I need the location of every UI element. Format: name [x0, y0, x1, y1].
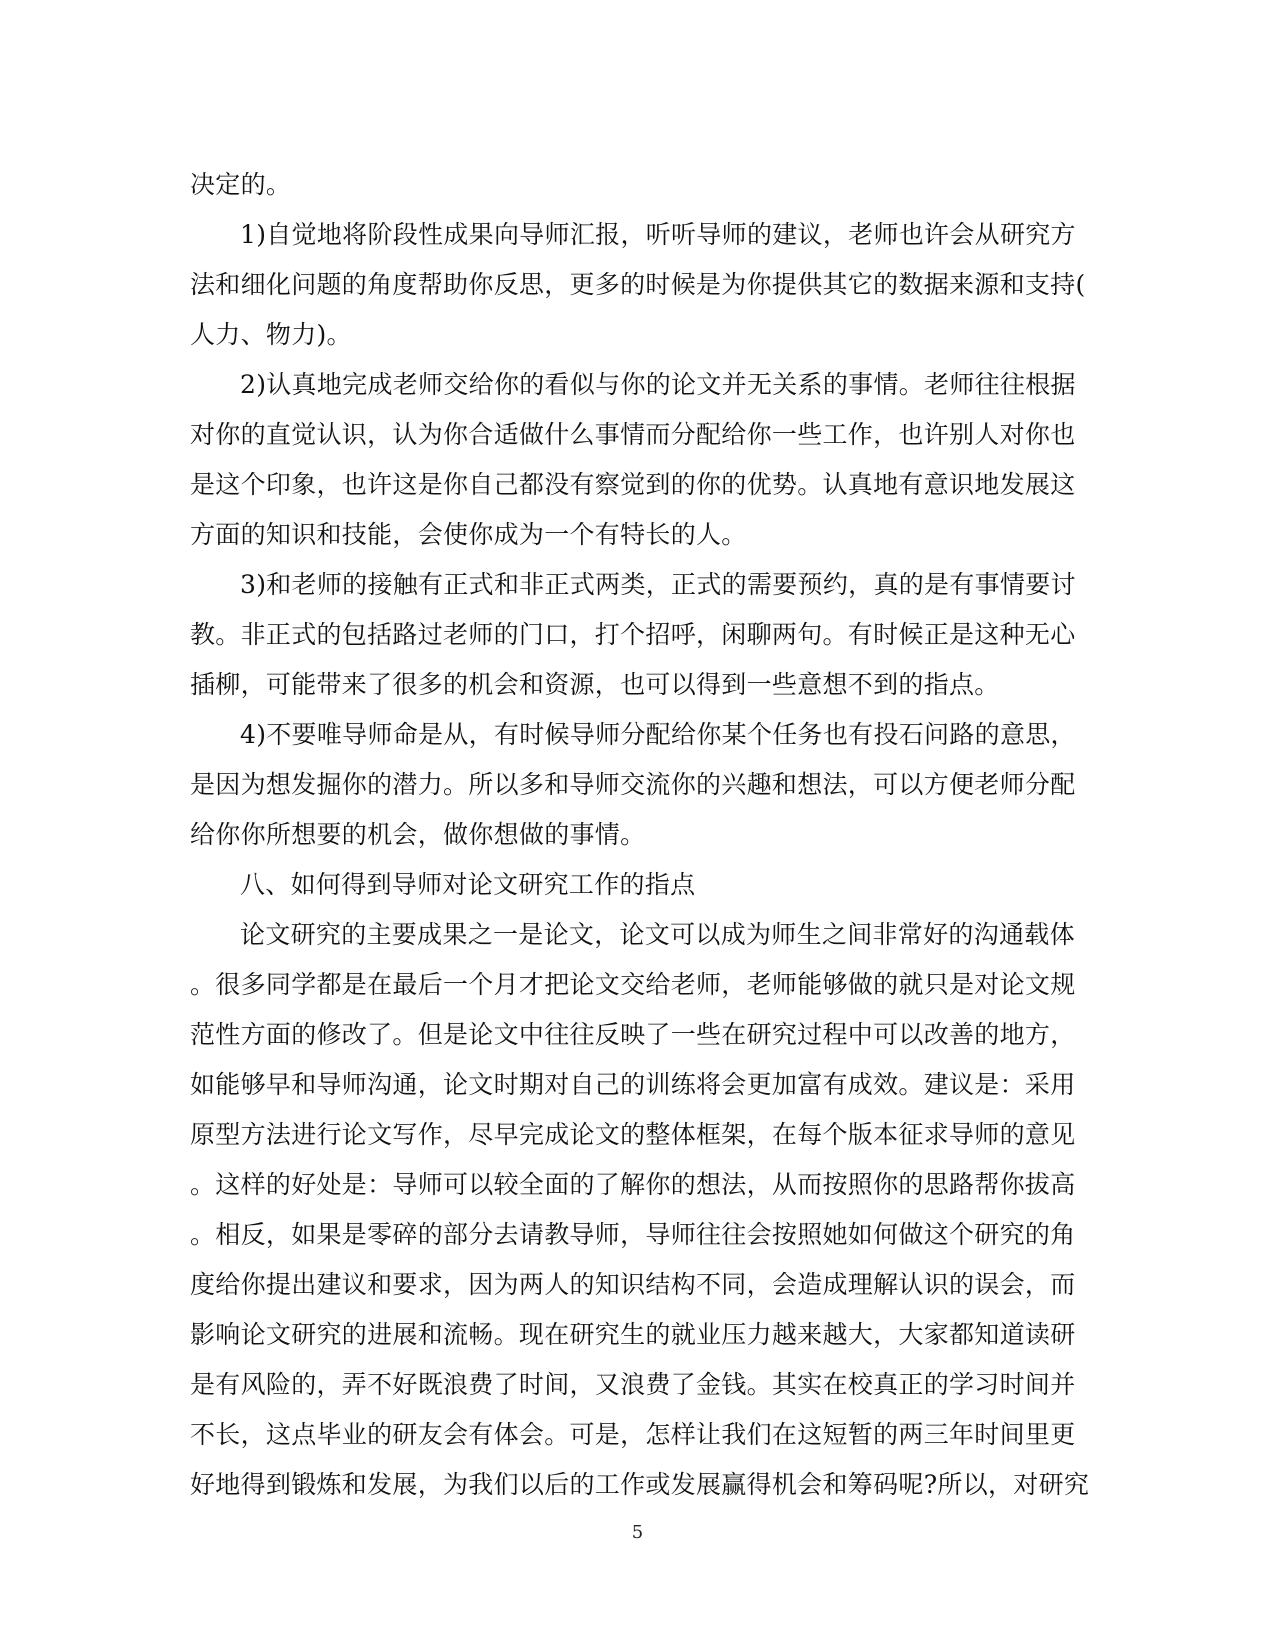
- text-line: 法和细化问题的角度帮助你反思，更多的时候是为你提供其它的数据来源和支持(: [190, 270, 1086, 299]
- text-line: 是因为想发掘你的潜力。所以多和导师交流你的兴趣和想法，可以方便老师分配: [190, 770, 1076, 799]
- text-line: 度给你提出建议和要求，因为两人的知识结构不同，会造成理解认识的误会，而: [190, 1270, 1076, 1299]
- text-line: 是有风险的，弄不好既浪费了时间，又浪费了金钱。其实在校真正的学习时间并: [190, 1370, 1076, 1399]
- text-line: 插柳，可能带来了很多的机会和资源，也可以得到一些意想不到的指点。: [190, 670, 1000, 699]
- text-line: 人力、物力)。: [190, 320, 352, 349]
- text-line: 4)不要唯导师命是从，有时候导师分配给你某个任务也有投石问路的意思，: [240, 720, 1076, 749]
- text-line: 教。非正式的包括路过老师的门口，打个招呼，闲聊两句。有时候正是这种无心: [190, 620, 1076, 649]
- text-line: 如能够早和导师沟通，论文时期对自己的训练将会更加富有成效。建议是：采用: [190, 1070, 1076, 1099]
- text-line: 3)和老师的接触有正式和非正式两类，正式的需要预约，真的是有事情要讨: [240, 570, 1076, 599]
- text-line: 好地得到锻炼和发展，为我们以后的工作或发展赢得机会和筹码呢?所以，对研究: [190, 1470, 1090, 1499]
- text-line: 不长，这点毕业的研友会有体会。可是，怎样让我们在这短暂的两三年时间里更: [190, 1420, 1076, 1449]
- text-line: 对你的直觉认识，认为你合适做什么事情而分配给你一些工作，也许别人对你也: [190, 420, 1076, 449]
- text-line: 。这样的好处是：导师可以较全面的了解你的想法，从而按照你的思路帮你拔高: [190, 1170, 1076, 1199]
- text-line: 决定的。: [190, 170, 292, 199]
- text-line: 范性方面的修改了。但是论文中往往反映了一些在研究过程中可以改善的地方，: [190, 1020, 1076, 1049]
- text-line: 论文研究的主要成果之一是论文，论文可以成为师生之间非常好的沟通载体: [240, 920, 1075, 949]
- text-line: 原型方法进行论文写作，尽早完成论文的整体框架，在每个版本征求导师的意见: [190, 1120, 1076, 1149]
- text-line: 。相反，如果是零碎的部分去请教导师，导师往往会按照她如何做这个研究的角: [190, 1220, 1076, 1249]
- text-line: 给你你所想要的机会，做你想做的事情。: [190, 820, 646, 849]
- text-line: 方面的知识和技能，会使你成为一个有特长的人。: [190, 520, 747, 549]
- text-line: 2)认真地完成老师交给你的看似与你的论文并无关系的事情。老师往往根据: [240, 370, 1076, 399]
- section-heading: 八、如何得到导师对论文研究工作的指点: [240, 870, 696, 899]
- page-number: 5: [631, 1522, 644, 1543]
- text-line: 影响论文研究的进展和流畅。现在研究生的就业压力越来越大，大家都知道读研: [190, 1320, 1076, 1349]
- text-line: 。很多同学都是在最后一个月才把论文交给老师，老师能够做的就只是对论文规: [190, 970, 1076, 999]
- text-line: 是这个印象，也许这是你自己都没有察觉到的你的优势。认真地有意识地发展这: [190, 470, 1076, 499]
- document-body: [190, 160, 1090, 1510]
- text-line: 1)自觉地将阶段性成果向导师汇报，听听导师的建议，老师也许会从研究方: [240, 220, 1076, 249]
